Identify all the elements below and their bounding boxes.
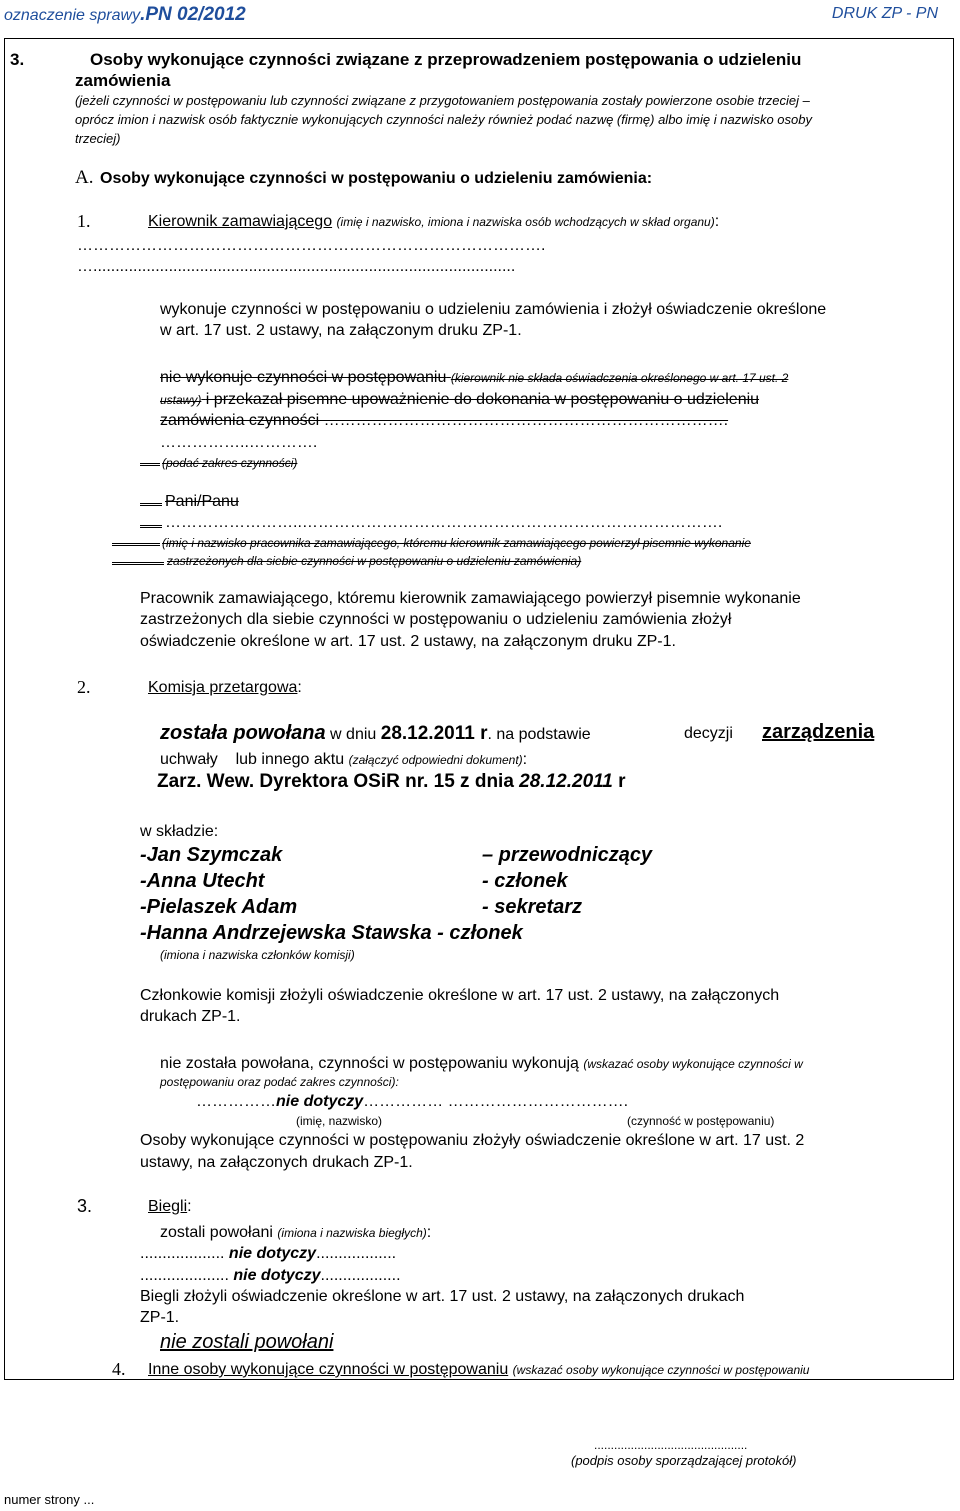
item3-stmt-1: Biegli złożyli oświadczenie określone w art. 17 ust. 2 ustawy, na załączonych drukach [140,1288,745,1305]
item3-label: Biegli [148,1198,188,1215]
item1-option1-line2: w art. 17 ust. 2 ustawy, na załączonym druku ZP-1. [160,322,522,339]
item1-heading: Kierownik zamawiającego (imię i nazwisko, imiona i nazwiska osób wchodzących w skład organu): [148,213,720,230]
na-hint-name: (imię, nazwisko) [296,1114,383,1128]
case-number: .PN 02/2012 [140,4,246,25]
item3-heading: Biegli: [148,1198,192,1215]
signature-dots: .............................................. [594,1438,748,1452]
item2-ordinance: zarządzenia [762,721,875,743]
item2-heading: Komisja przetargowa: [148,679,302,696]
item3-appointed-line: zostali powołani (imiona i nazwiska biegłych): [160,1224,432,1241]
item1-dots-2: …............................................................................................... [77,258,516,275]
item4-label: Inne osoby wykonujące czynności w postępowaniu [148,1361,509,1378]
members-stmt-1: Członkowie komisji złożyli oświadczenie określone w art. 17 ust. 2 ustawy, na załączonych [140,987,780,1004]
member-2-name: -Pielaszek Adam [140,896,298,918]
member-1-role: - członek [482,870,568,892]
case-label: oznaczenie sprawy.PN 02/2012 [4,4,246,25]
worker-line-2: zastrzeżonych dla siebie czynności w postępowaniu o udzieleniu zamówienia złożył [140,611,732,628]
item1-number: 1. [77,211,91,231]
item1-dots-1: ……………………………………………………………………………. [77,237,546,254]
section-number: 3. [10,50,25,69]
item2-appointed-line: została powołana w dniu 28.12.2011 r. na podstawie [160,722,591,744]
pani-hint-1: (imię i nazwisko pracownika zamawiającego, któremu kierownik zamawiającego powierzył pisemnie wykonanie [162,536,751,550]
item1-option2-line2: ustawy) i przekazał pisemne upoważnienie do dokonania w postępowaniu o udzieleniu [160,391,760,408]
item2-number: 2. [77,677,91,697]
part-letter: A. [75,167,94,188]
item2-label: Komisja przetargowa [148,679,298,696]
members-stmt-2: drukach ZP-1. [140,1008,241,1025]
item3-stmt-2: ZP-1. [140,1309,180,1326]
section-note-3: trzeciej) [75,131,121,146]
member-3-name: -Hanna Andrzejewska Stawska - członek [140,922,523,944]
member-0-role: – przewodniczący [482,844,653,866]
na-hint-scope: (czynność w postępowaniu) [627,1114,775,1128]
worker-line-3: oświadczenie określone w art. 17 ust. 2 ustawy, na załączonym druku ZP-1. [140,633,676,650]
section-note-2: oprócz imion i nazwisk osób faktycznie wykonujących czynności należy również podać nazwę (firmę) albo imię i nazwisko osoby [75,112,812,127]
members-hint: (imiona i nazwiska członków komisji) [160,948,355,962]
item2-date: 28.12.2011 r [380,723,488,744]
member-2-role: - sekretarz [482,896,583,918]
item4-number: 4. [112,1359,126,1379]
section-title-cont: zamówienia [75,71,171,90]
item1-label: Kierownik zamawiającego [148,213,333,230]
item3-line-1: ................... nie dotyczy.................. [140,1245,397,1262]
item3-not-appointed: nie zostali powołani [160,1331,334,1353]
section-title: Osoby wykonujące czynności związane z przeprowadzeniem postępowania o udzieleniu [90,50,802,69]
item2-act-line: uchwały lub innego aktu (załączyć odpowiedni dokument): [160,751,528,768]
item2-composition-label: w składzie: [140,823,219,840]
item2-appointed: została powołana [160,722,326,744]
item1-hint: (imię i nazwisko, imiona i nazwiska osób wchodzących w skład organu) [336,215,715,229]
na-line: ……………nie dotyczy…………… ……………………………. [196,1093,629,1110]
not-appointed-line: nie została powołana, czynności w postępowaniu wykonują (wskazać osoby wykonujące czynności w [160,1055,803,1072]
pani-panu: Pani/Panu [165,493,239,510]
worker-line-1: Pracownik zamawiającego, któremu kierownik zamawiającego powierzył pisemnie wykonanie [140,590,801,607]
section-note-1: (jeżeli czynności w postępowaniu lub czynności związane z przygotowaniem postępowania zostały powierzone osobie trzeciej – [75,93,810,108]
form-name: DRUK ZP - PN [831,5,938,22]
na-value: nie dotyczy [276,1093,364,1110]
item1-scope-hint: (podać zakres czynności) [162,456,298,470]
not-appointed-hint: postępowaniu oraz podać zakres czynności): [160,1075,399,1089]
page-number: numer strony ... [4,1492,95,1507]
item2-act-ref: Zarz. Wew. Dyrektora OSiR nr. 15 z dnia 28.12.2011 r [157,771,626,792]
persons-stmt-2: ustawy, na załączonych drukach ZP-1. [140,1154,413,1171]
member-0-name: -Jan Szymczak [140,844,283,866]
item2-decision: decyzji [684,725,733,742]
item1-option2-line3: zamówienia czynności …………………………………………………………………. [160,412,729,429]
item3-line-2: .................... nie dotyczy.................. [140,1267,401,1284]
pani-hint-2: zastrzeżonych dla siebie czynności w postępowaniu o udzieleniu zamówienia) [167,554,582,568]
item4-heading: Inne osoby wykonujące czynności w postępowaniu (wskazać osoby wykonujące czynności w postępowaniu [148,1361,810,1378]
item1-option2-line1: nie wykonuje czynności w postępowaniu (kierownik nie składa oświadczenia określonego w art. 17 ust. 2 [160,369,789,386]
signature-label: (podpis osoby sporządzającej protokół) [571,1453,797,1468]
item1-option1-line1: wykonuje czynności w postępowaniu o udzieleniu zamówienia i złożył oświadczenie określone [160,301,827,318]
item1-option2-dots: ……………..…………. [160,434,318,451]
persons-stmt-1: Osoby wykonujące czynności w postępowaniu złożyły oświadczenie określone w art. 17 ust. 2 [140,1132,805,1149]
member-1-name: -Anna Utecht [140,870,265,892]
part-title: Osoby wykonujące czynności w postępowaniu o udzieleniu zamówienia: [100,170,653,187]
item3-number: 3. [77,1196,93,1216]
pani-dots: ……………………..……………………………………………………………………. [165,514,723,531]
